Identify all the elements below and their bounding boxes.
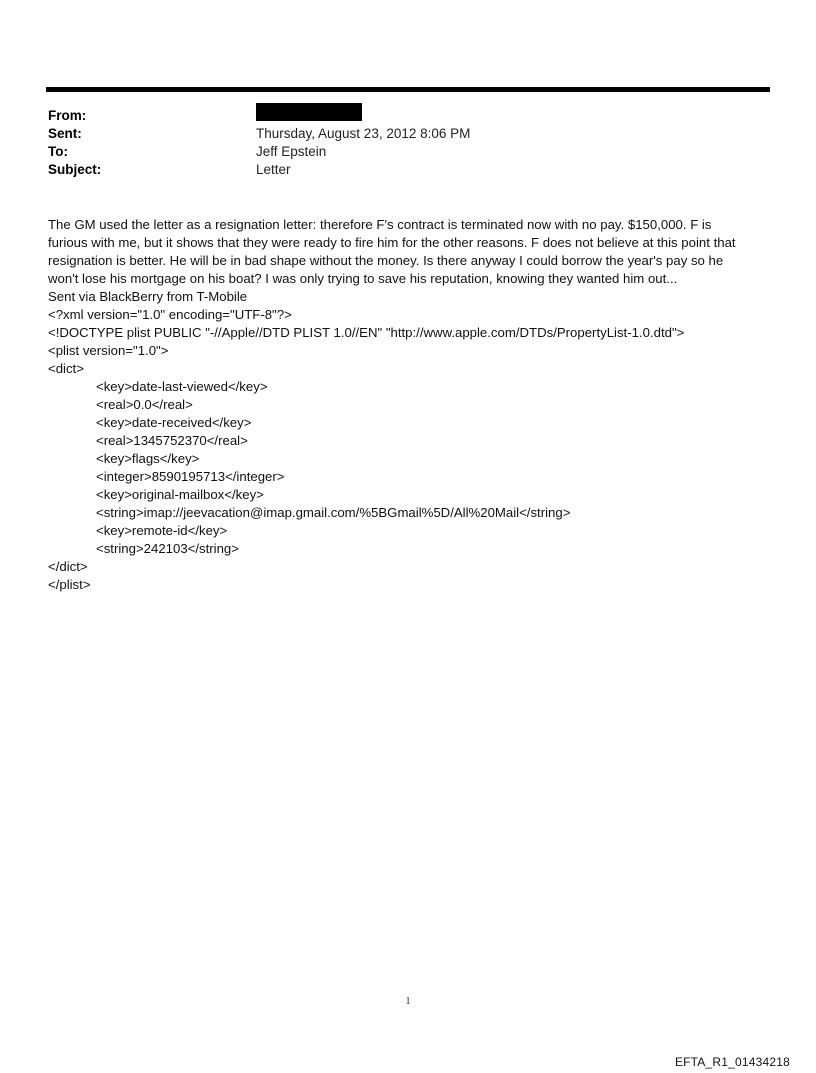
email-header [48,107,768,179]
plist-close-line: </plist> [48,577,91,592]
sent-row [48,125,768,143]
body-line: The GM used the letter as a resignation letter: therefore F's contract is terminated now with no pay. $150,000. F is [48,217,712,232]
page-number: 1 [405,996,411,1007]
message-paragraph [48,216,774,306]
plist-dict-line: <real>0.0</real> [96,397,193,412]
top-rule [46,87,770,92]
plist-line: <!DOCTYPE plist PUBLIC "-//Apple//DTD PLIST 1.0//EN" "http://www.apple.com/DTDs/PropertyList-1.0.dtd"> [48,325,685,340]
plist-line: <?xml version="1.0" encoding="UTF-8"?> [48,307,292,322]
body-line: furious with me, but it shows that they were ready to fire him for the other reasons. F does not believe at this point that [48,235,736,250]
to-row [48,143,768,161]
from-value-redacted [256,107,362,126]
email-body [48,216,774,594]
body-line: won't lose his mortgage on his boat? I was only trying to save his reputation, knowing they wanted him out... [48,271,678,286]
plist-block [48,306,774,594]
subject-value: Letter [256,162,291,177]
body-line: resignation is better. He will be in bad shape without the money. Is there anyway I could borrow the year's pay so he [48,253,724,268]
plist-line: <dict> [48,361,84,376]
subject-label: Subject: [48,162,102,177]
from-row [48,107,768,125]
to-value: Jeff Epstein [256,144,327,159]
redaction-box [256,103,362,121]
plist-close-line: </dict> [48,559,88,574]
plist-dict-line: <key>original-mailbox</key> [96,487,264,502]
plist-dict-line: <key>remote-id</key> [96,523,228,538]
plist-dict-line: <key>date-received</key> [96,415,252,430]
sent-label: Sent: [48,126,82,141]
to-label: To: [48,144,68,159]
plist-dict-line: <key>date-last-viewed</key> [96,379,268,394]
sent-value: Thursday, August 23, 2012 8:06 PM [256,126,471,141]
subject-row [48,161,768,179]
plist-line: <plist version="1.0"> [48,343,169,358]
plist-dict-line: <string>242103</string> [96,541,239,556]
plist-dict-line: <real>1345752370</real> [96,433,248,448]
plist-dict-line: <key>flags</key> [96,451,200,466]
document-id: EFTA_R1_01434218 [674,1055,790,1069]
plist-dict-line: <string>imap://jeevacation@imap.gmail.com/%5BGmail%5D/All%20Mail</string> [96,505,571,520]
from-label: From: [48,108,87,123]
signature-line: Sent via BlackBerry from T-Mobile [48,289,248,304]
plist-dict-line: <integer>8590195713</integer> [96,469,285,484]
